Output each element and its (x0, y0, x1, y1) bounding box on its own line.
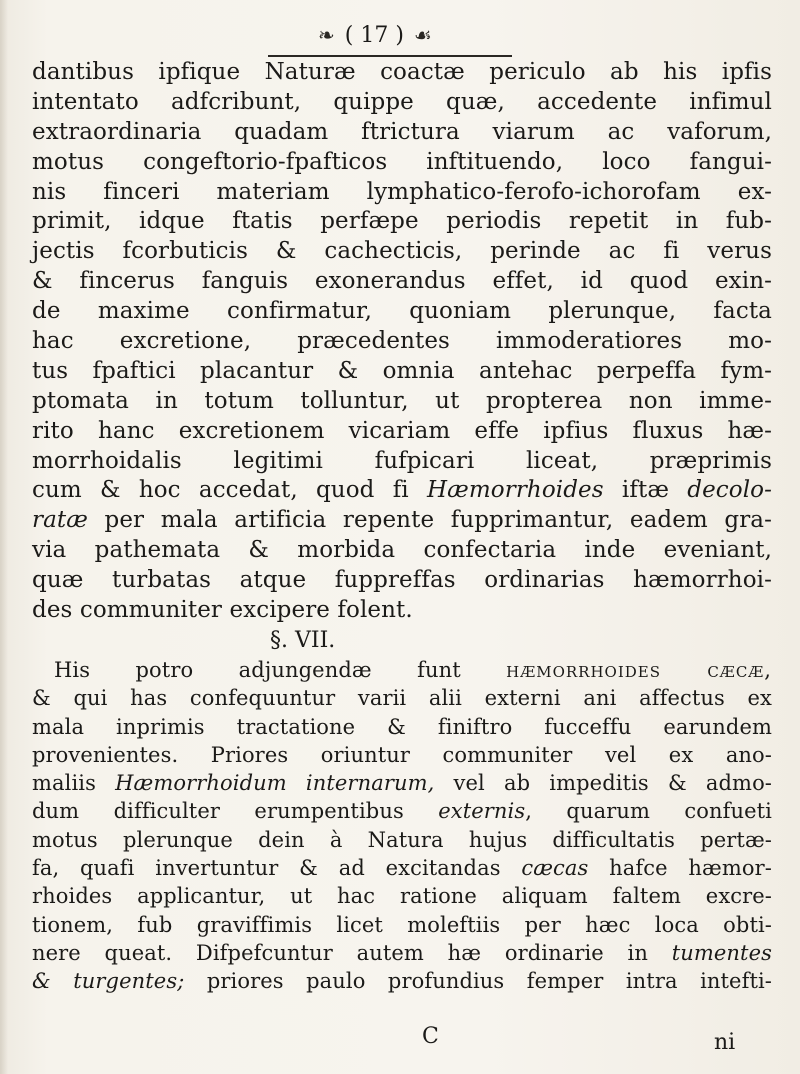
signature-mark: C (422, 1024, 439, 1049)
text-line (32, 506, 772, 536)
page-number: ( 17 ) (344, 22, 404, 48)
text-line: & fincerus fanguis exonerandus effet, id quod exin- (32, 268, 772, 295)
text-line: provenientes. Priores oriuntur communiter vel ex ano- (32, 742, 772, 767)
text-line: des communiter excipere folent. (32, 597, 413, 624)
page-gutter-shadow (0, 0, 8, 1074)
text-line: extraordinaria quadam ftrictura viarum ac vaforum, (32, 118, 772, 145)
header-rule (268, 55, 512, 57)
text-line: morrhoidalis legitimi fufpicari liceat, præprimis (32, 447, 772, 474)
text-run: iftæ (603, 477, 688, 504)
text-line: intentato adfcribunt, quippe quæ, accedente infimul (32, 88, 772, 115)
text-line: via pathemata & morbida confectaria inde eveniant, (32, 537, 772, 564)
text-line: tus fpaftici placantur & omnia antehac perpeffa fym- (32, 357, 772, 384)
text-line: hac excretione, præcedentes immoderatiores mo- (32, 328, 772, 355)
text-line: nis finceri materiam lymphatico-ferofo-ichorofam ex- (32, 178, 772, 205)
text-line (32, 656, 772, 684)
italic-term: Hæmorrhoidum internarum, (115, 771, 435, 796)
text-line: ptomata in totum tolluntur, ut propterea non imme- (32, 387, 772, 414)
text-line: primit, idque ftatis perfæpe periodis repetit in fub- (32, 208, 772, 235)
text-line (32, 769, 772, 797)
text-line: de maxime confirmatur, quoniam plerunque, facta (32, 298, 772, 325)
text-line: rhoides applicantur, ut hac ratione aliquam faltem excre- (32, 884, 772, 909)
text-line (32, 854, 772, 882)
text-line: tionem, fub graviffimis licet moleftiis per hæc loca obti- (32, 912, 772, 937)
text-line (32, 967, 772, 995)
text-run: hafce hæmor- (588, 856, 772, 880)
italic-term: ratæ (32, 507, 88, 534)
text-line (32, 939, 772, 967)
body-text (32, 58, 772, 995)
text-line: motus congeftorio-fpafticos inftituendo, loco fangui- (32, 148, 772, 175)
italic-term: externis (438, 799, 526, 824)
small-caps-term: hæmorrhoides cæcæ, (506, 657, 772, 682)
text-run: nere queat. Difpefcuntur autem hæ ordinarie in (32, 940, 672, 965)
ornament-left-icon: ❧ (318, 23, 335, 47)
text-line: mala inprimis tractatione & finiftro fucceffu earundem (32, 714, 772, 739)
text-line: dantibus ipfique Naturæ coactæ periculo ab his ipfis (32, 59, 772, 85)
text-run: vel ab impeditis & admo- (434, 771, 773, 796)
text-run: maliis (32, 771, 116, 796)
text-run: per mala artificia repente fupprimantur, eadem gra- (87, 507, 772, 534)
italic-term: cæcas (521, 856, 589, 880)
italic-term: Hæmorrhoides (427, 477, 604, 504)
text-line (32, 476, 772, 506)
text-run: , quarum confueti (525, 799, 772, 824)
ornament-right-icon: ☙ (413, 23, 432, 47)
running-header (318, 20, 432, 50)
italic-term: & turgentes; (32, 969, 185, 994)
catchword: ni (714, 1030, 736, 1055)
text-run: His potro adjungendæ funt (54, 657, 507, 682)
text-run: cum & hoc accedat, quod fi (32, 477, 427, 504)
italic-term: tumentes (671, 940, 772, 965)
text-run: priores paulo profundius femper intra intefti- (184, 969, 772, 994)
text-run: fa, quafi invertuntur & ad excitandas (32, 856, 522, 880)
text-line: rito hanc excretionem vicariam effe ipfius fluxus hæ- (32, 417, 772, 444)
text-line (32, 797, 772, 825)
text-line: quæ turbatas atque fuppreffas ordinarias hæmorrhoi- (32, 567, 772, 594)
text-run: dum difficulter erumpentibus (32, 799, 439, 824)
text-line: & qui has confequuntur varii alii externi ani affectus ex (32, 686, 772, 711)
italic-term: decolo- (687, 477, 773, 504)
section-heading: §. VII. (270, 627, 336, 653)
text-line: motus plerunque dein à Natura hujus difficultatis pertæ- (32, 827, 772, 852)
text-line: jectis fcorbuticis & cachecticis, perinde ac fi verus (32, 238, 772, 265)
